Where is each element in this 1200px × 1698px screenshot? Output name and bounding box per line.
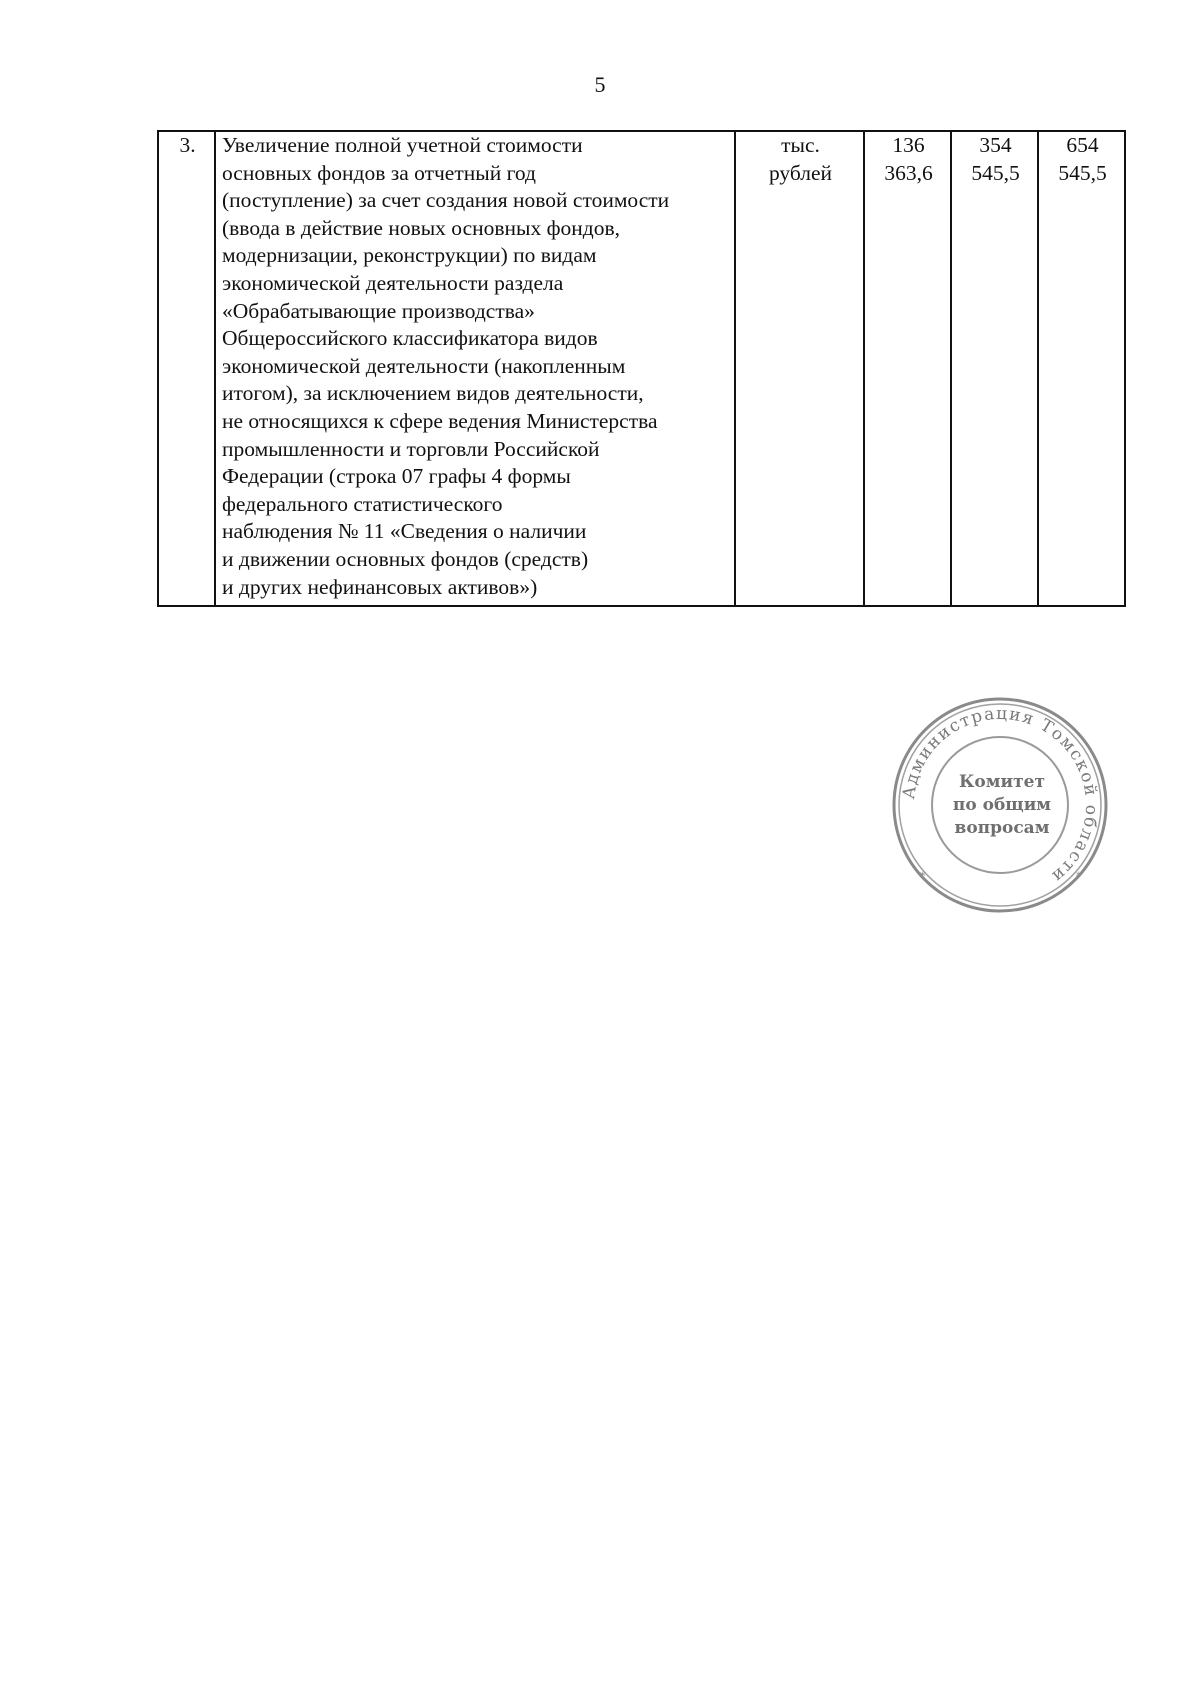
row-unit [735, 131, 864, 606]
description-line: экономической деятельности раздела [222, 270, 564, 295]
description-line: не относящихся к сфере ведения Министерства [222, 408, 658, 433]
value-line: 654 [1066, 133, 1099, 157]
description-line: (поступление) за счет создания новой стоимости [222, 188, 670, 213]
value-line: 136 [892, 133, 925, 157]
description-line: наблюдения № 11 «Сведения о наличии [222, 519, 587, 544]
description-line: Общероссийского классификатора видов [222, 326, 598, 351]
description-line: Федерации (строка 07 графы 4 формы [222, 464, 571, 489]
stamp-star-icon: * [1076, 870, 1082, 883]
page-number: 5 [594, 72, 606, 97]
stamp-center-line: вопросам [954, 818, 1050, 838]
description-line: итогом), за исключением видов деятельности, [222, 381, 644, 406]
stamp-center-line: по общим [952, 795, 1052, 815]
row-description [215, 131, 735, 606]
description-line: федерального статистического [222, 491, 503, 516]
description-line: промышленности и торговли Российской [222, 436, 600, 461]
value-cell-2 [951, 131, 1038, 606]
table-row [158, 131, 1125, 606]
description-line: «Обрабатывающие производства» [222, 298, 535, 323]
stamp-seal [890, 695, 1110, 915]
value-line: 545,5 [971, 160, 1020, 185]
row-index: 3. [158, 131, 215, 606]
description-line: и движении основных фондов (средств) [222, 546, 589, 571]
value-line: 545,5 [1058, 160, 1107, 185]
description-line: (ввода в действие новых основных фондов, [222, 215, 621, 240]
description-line: экономической деятельности (накопленным [222, 353, 626, 378]
value-cell-3 [1038, 131, 1125, 606]
value-cell-1 [864, 131, 951, 606]
unit-line: тыс. [781, 133, 820, 157]
value-line: 363,6 [884, 160, 933, 185]
description-line: модернизации, реконструкции) по видам [222, 243, 597, 268]
value-line: 354 [979, 133, 1012, 157]
description-line: и других нефинансовых активов») [222, 574, 538, 599]
stamp-ring-text: Администрация Томской области [899, 703, 1102, 887]
stamp-star-icon: * [920, 870, 926, 883]
indicator-table [157, 130, 1126, 607]
unit-line: рублей [768, 160, 833, 185]
description-line: основных фондов за отчетный год [222, 160, 536, 185]
description-line: Увеличение полной учетной стоимости [222, 133, 583, 157]
stamp-center-line: Комитет [958, 772, 1046, 792]
